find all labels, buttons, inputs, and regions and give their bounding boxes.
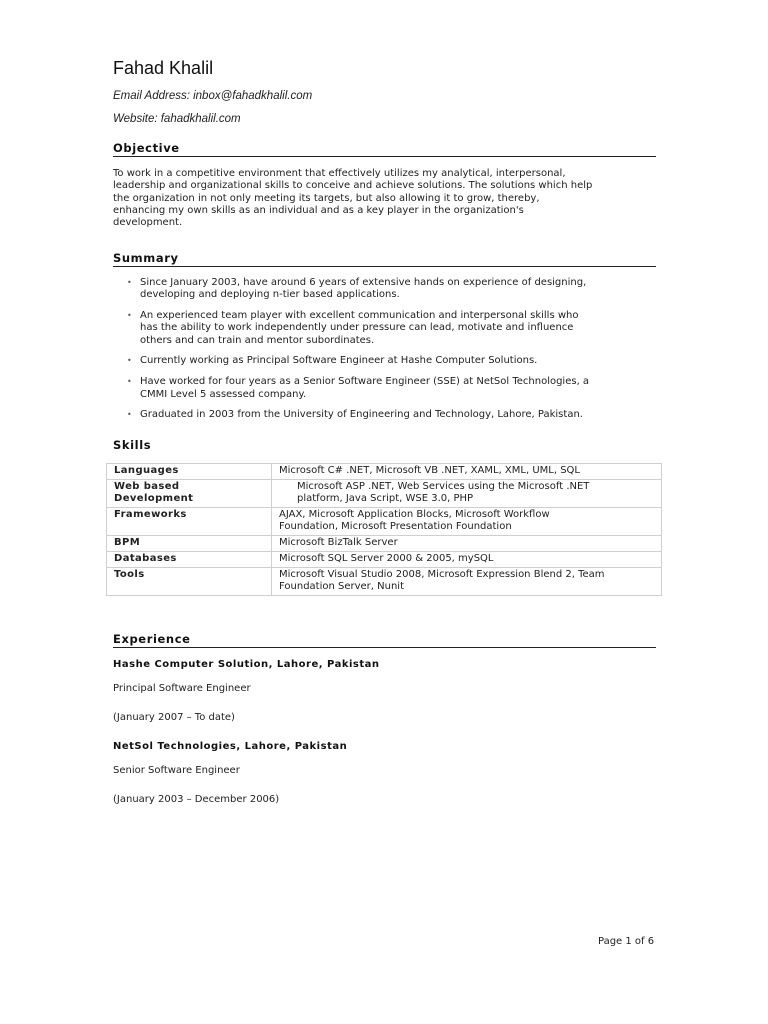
summary-item (113, 355, 656, 367)
experience-heading: Experience (113, 632, 656, 648)
objective-heading: Objective (113, 141, 656, 157)
skill-category: Databases (107, 552, 272, 568)
objective-line: the organization in not only meeting its targets, but also allowing it to grow, thereby, (113, 192, 540, 204)
bullet-icon: • (127, 410, 132, 420)
skill-category: Frameworks (107, 508, 272, 536)
company-name: NetSol Technologies, Lahore, Pakistan (113, 741, 348, 752)
summary-line: developing and deploying n-tier based applications. (140, 289, 400, 301)
bullet-icon: • (127, 356, 132, 366)
summary-line: Currently working as Principal Software Engineer at Hashe Computer Solutions. (140, 355, 538, 367)
objective-line: development. (113, 217, 183, 229)
company-name: Hashe Computer Solution, Lahore, Pakistan (113, 659, 380, 670)
skill-category: Languages (107, 464, 272, 480)
table-row (107, 508, 662, 536)
resume-name: Fahad Khalil (113, 58, 214, 78)
job-period: (January 2007 – To date) (113, 712, 235, 723)
website: Website: fahadkhalil.com (113, 113, 241, 125)
job-title: Senior Software Engineer (113, 765, 240, 776)
skill-value: Microsoft BizTalk Server (272, 536, 662, 552)
table-row (107, 464, 662, 480)
summary-line: others and can train and mentor subordinates. (140, 334, 375, 346)
summary-item (113, 409, 656, 421)
bullet-icon: • (127, 377, 132, 387)
table-row (107, 552, 662, 568)
skill-category: BPM (107, 536, 272, 552)
summary-line: CMMI Level 5 assessed company. (140, 388, 307, 400)
page-number: Page 1 of 6 (598, 936, 655, 947)
skill-value: Microsoft C# .NET, Microsoft VB .NET, XAML, XML, UML, SQL (272, 464, 662, 480)
skill-value: Microsoft ASP .NET, Web Services using the Microsoft .NET platform, Java Script, WSE 3.0, PHP (272, 480, 662, 508)
skill-category: Web based Development (107, 480, 272, 508)
summary-line: has the ability to work independently under pressure can lead, motivate and influence (140, 322, 574, 334)
table-row (107, 480, 662, 508)
bullet-icon: • (127, 311, 132, 321)
skill-value: Microsoft Visual Studio 2008, Microsoft Expression Blend 2, Team Foundation Server, Nunit (272, 568, 662, 596)
skills-table (106, 463, 662, 596)
summary-item (113, 277, 656, 302)
summary-heading: Summary (113, 251, 656, 267)
objective-text (113, 168, 656, 229)
summary-line: Have worked for four years as a Senior Software Engineer (SSE) at NetSol Technologies, a (140, 376, 590, 388)
skill-value: AJAX, Microsoft Application Blocks, Microsoft Workflow Foundation, Microsoft Presentation Foundation (272, 508, 662, 536)
email-address: Email Address: inbox@fahadkhalil.com (113, 90, 313, 102)
skill-category: Tools (107, 568, 272, 596)
objective-line: leadership and organizational skills to conceive and achieve solutions. The solutions which help (113, 180, 593, 192)
table-row (107, 536, 662, 552)
objective-line: enhancing my own skills as an individual and as a key player in the organization's (113, 204, 524, 216)
table-row (107, 568, 662, 596)
skills-heading: Skills (113, 438, 152, 452)
bullet-icon: • (127, 278, 132, 287)
job-period: (January 2003 – December 2006) (113, 794, 280, 805)
summary-line: Since January 2003, have around 6 years of extensive hands on experience of designing, (140, 277, 587, 288)
objective-line: To work in a competitive environment that effectively utilizes my analytical, interpersonal, (113, 168, 566, 179)
job-title: Principal Software Engineer (113, 683, 251, 694)
summary-item (113, 376, 656, 401)
summary-list (113, 277, 656, 430)
summary-line: An experienced team player with excellent communication and interpersonal skills who (140, 310, 579, 322)
summary-line: Graduated in 2003 from the University of Engineering and Technology, Lahore, Pakistan. (140, 409, 583, 421)
skill-value: Microsoft SQL Server 2000 & 2005, mySQL (272, 552, 662, 568)
summary-item (113, 310, 656, 347)
